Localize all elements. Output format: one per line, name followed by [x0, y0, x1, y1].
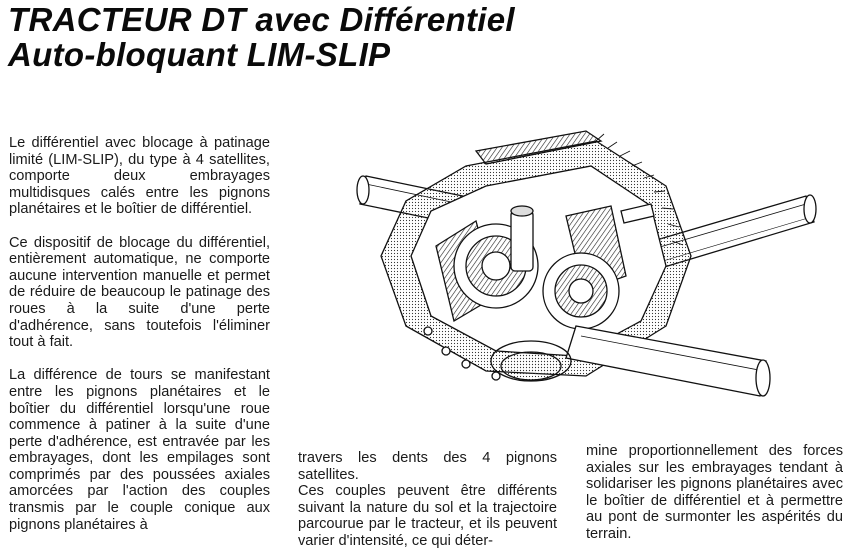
- title-line-1: TRACTEUR DT avec Différentiel: [8, 1, 515, 38]
- paragraph: La différence de tours se manifestant entre les pignons planétaires et le boîtier du différentiel lorsqu'une roue commence à patiner à la suite d'une perte d'adhérence, est entravée par les embrayages, dont les empilages sont comprimés par des poussées axiales amorcées par l'action des couples transmis par le couple conique aux pignons planétaires à: [9, 367, 270, 533]
- paragraph: Ce dispositif de blocage du différentiel, entièrement automatique, ne comporte aucune intervention manuelle et permet de réduire de beaucoup le patinage des roues à la suite d'une perte d'adhérence, sans toutefois l'éliminer tout à fait.: [9, 234, 270, 351]
- paragraph: travers les dents des 4 pignons satellites.: [298, 450, 557, 483]
- paragraph: Le différentiel avec blocage à patinage limité (LIM-SLIP), du type à 4 satellites, comporte deux embrayages multidisques calés entre les pignons planétaires et le boîtier de différentiel.: [9, 135, 270, 218]
- differential-cutaway-illustration: [336, 126, 841, 426]
- paragraph: Ces couples peuvent être différents suivant la nature du sol et la trajectoire parcourue par le tracteur, et ils peuvent varier d'intensité, ce qui déter-: [298, 483, 557, 549]
- paragraph: mine proportionnellement des forces axiales sur les embrayages tendant à solidariser les pignons planétaires avec le boîtier de différentiel et à permettre au pont de surmonter les aspérités du terrain.: [586, 443, 843, 542]
- title-line-2: Auto-bloquant LIM-SLIP: [8, 36, 391, 73]
- text-column-3: [586, 443, 843, 543]
- text-column-1: [9, 135, 270, 550]
- page-title: [8, 2, 515, 72]
- text-column-2: [298, 450, 557, 550]
